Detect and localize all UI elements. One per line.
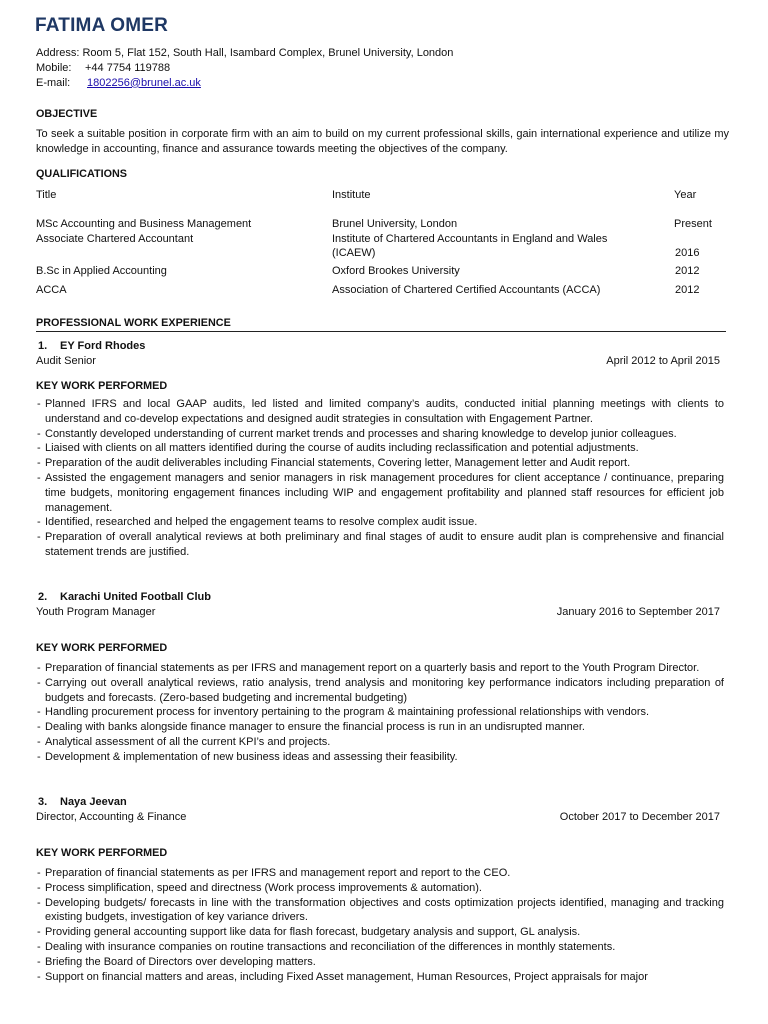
bullet-text: Support on financial matters and areas, including Fixed Asset management, Human Resources, Project appraisals for major xyxy=(45,970,648,983)
job-title-line xyxy=(36,590,726,605)
job-number: 2. xyxy=(38,591,48,603)
bullet-text: Dealing with banks alongside finance manager to ensure the financial process is run in an undisrupted manner. xyxy=(45,721,585,734)
table-row-continued xyxy=(36,246,736,261)
bullet-text: Handling procurement process for inventory pertaining to the program & maintaining professional relationships with vendors. xyxy=(45,706,650,719)
key-work-heading: KEY WORK PERFORMED xyxy=(36,380,168,392)
bullet-text: Dealing with insurance companies on routine transactions and reconciliation of the differences in monthly statements. xyxy=(45,940,616,953)
column-title: Title xyxy=(36,189,57,201)
qualification-year: 2012 xyxy=(675,265,700,278)
key-work-heading: KEY WORK PERFORMED xyxy=(36,642,168,654)
column-institute: Institute xyxy=(332,189,371,201)
job-role-line xyxy=(36,354,726,369)
list-item: - Preparation of financial statements as per IFRS and management report and report to the CEO. xyxy=(37,867,511,879)
bullet-text: Preparation of financial statements as per IFRS and management report and report to the CEO. xyxy=(45,867,511,879)
section-divider xyxy=(36,331,726,332)
job-company: Naya Jeevan xyxy=(60,796,127,808)
list-item: - Preparation of financial statements as per IFRS and management report on a quarterly basis and report to the Youth Program Director. xyxy=(37,662,700,674)
bullet-text: Assisted the engagement managers and senior managers in risk management procedures for client acceptance / continuance, preparing time budgets, monitoring engagement finances including WIP and engagement profitability and planned staff resources for efficient job management. xyxy=(45,471,724,514)
bullet-text: Developing budgets/ forecasts in line with the transformation objectives and costs optimization projects identified, managing and tracking existing budgets, investigation of key variance drivers. xyxy=(45,896,724,924)
list-item: - Preparation of overall analytical reviews at both preliminary and final stages of audit to ensure audit plan is comprehensive and financial statement trends are justified. xyxy=(37,531,724,558)
list-item: - Carrying out overall analytical reviews, ratio analysis, trend analysis and monitoring key performance indicators including preparation of budgets and forecasts. (Zero-based budgeting and incremental budgeting) xyxy=(37,676,724,704)
email-label: E-mail: xyxy=(36,76,71,89)
key-work-heading: KEY WORK PERFORMED xyxy=(36,847,168,859)
objective-heading: OBJECTIVE xyxy=(36,108,98,120)
list-item: - Assisted the engagement managers and senior managers in risk management procedures for client acceptance / continuance, preparing time budgets, monitoring engagement finances including WIP and engagement profitability and planned staff resources for efficient job management. xyxy=(37,471,724,514)
table-row xyxy=(36,264,736,279)
bullet-text: Carrying out overall analytical reviews, ratio analysis, trend analysis and monitoring key performance indicators including preparation of budgets and forecasts. (Zero-based budgeting and incremental budgeting) xyxy=(45,676,724,704)
list-item: - Liaised with clients on all matters identified during the course of audits including reclassification and potential adjustments. xyxy=(37,442,639,455)
email-line xyxy=(36,76,736,91)
mobile-line xyxy=(36,61,736,76)
job-1-bullets xyxy=(36,397,724,560)
qualification-institute: Association of Chartered Certified Accountants (ACCA) xyxy=(332,283,601,296)
mobile-label: Mobile: xyxy=(36,61,72,74)
qualification-title: MSc Accounting and Business Management xyxy=(36,217,252,230)
bullet-text: Providing general accounting support like data for flash forecast, budgetary analysis and support, GL analysis. xyxy=(45,926,581,939)
bullet-text: Planned IFRS and local GAAP audits, led listed and limited company’s audits, conducted initial planning meetings with clients to understand and co-develop expectations and designed audit strategies in consultation with Engagement Partner. xyxy=(45,398,724,425)
qualifications-heading: QUALIFICATIONS xyxy=(36,168,127,180)
qualification-year: 2016 xyxy=(675,247,700,260)
bullet-text: Liaised with clients on all matters identified during the course of audits including reclassification and potential adjustments. xyxy=(45,442,639,455)
bullet-text: Preparation of financial statements as per IFRS and management report on a quarterly basis and report to the Youth Program Director. xyxy=(45,662,700,674)
job-role: Director, Accounting & Finance xyxy=(36,810,187,823)
list-item: - Dealing with banks alongside finance manager to ensure the financial process is run in an undisrupted manner. xyxy=(37,721,585,734)
bullet-text: Identified, researched and helped the engagement teams to resolve complex audit issue. xyxy=(45,516,478,529)
table-row xyxy=(36,232,736,247)
job-number: 3. xyxy=(38,796,48,808)
qualification-title: ACCA xyxy=(36,283,67,296)
job-entry xyxy=(36,795,726,825)
qualification-year: 2012 xyxy=(675,283,700,296)
job-role: Youth Program Manager xyxy=(36,605,156,618)
qualification-institute: Institute of Chartered Accountants in England and Wales xyxy=(332,232,608,245)
job-role: Audit Senior xyxy=(36,354,96,367)
column-year: Year xyxy=(674,189,697,201)
list-item: - Planned IFRS and local GAAP audits, led listed and limited company’s audits, conducted initial planning meetings with clients to understand and co-develop expectations and designed audit strategies in consultation with Engagement Partner. xyxy=(37,398,724,425)
job-dates: January 2016 to September 2017 xyxy=(556,605,720,618)
job-title-line xyxy=(36,795,726,810)
address-line xyxy=(36,46,736,61)
bullet-text: Analytical assessment of all the current KPI’s and projects. xyxy=(45,735,331,748)
bullet-text: Process simplification, speed and directness (Work process improvements & automation). xyxy=(45,881,482,894)
job-dates: October 2017 to December 2017 xyxy=(559,810,720,823)
job-number: 1. xyxy=(38,340,48,352)
table-row xyxy=(36,217,736,232)
objective-text: To seek a suitable position in corporate firm with an aim to build on my current professional skills, gain international experience and utilize my knowledge in accounting, finance and assurance towards meeting the objectives of the company. xyxy=(36,128,729,155)
qualifications-table xyxy=(36,188,736,298)
qualification-title: Associate Chartered Accountant xyxy=(36,232,194,245)
candidate-name: FATIMA OMER xyxy=(35,15,169,36)
qualification-institute: Brunel University, London xyxy=(332,217,458,230)
experience-heading: PROFESSIONAL WORK EXPERIENCE xyxy=(36,317,231,329)
qualifications-header-row xyxy=(36,188,736,203)
list-item: - Dealing with insurance companies on routine transactions and reconciliation of the differences in monthly statements. xyxy=(37,940,616,953)
job-2-bullets xyxy=(36,661,724,765)
list-item: - Process simplification, speed and directness (Work process improvements & automation). xyxy=(37,881,482,894)
list-item: - Support on financial matters and areas, including Fixed Asset management, Human Resources, Project appraisals for major xyxy=(37,970,648,983)
job-entry xyxy=(36,339,726,369)
table-row xyxy=(36,283,736,298)
job-entry xyxy=(36,590,726,620)
qualification-institute: Oxford Brookes University xyxy=(332,265,460,278)
job-3-bullets xyxy=(36,866,724,984)
list-item: - Development & implementation of new business ideas and assessing their feasibility. xyxy=(37,750,458,763)
job-company: Karachi United Football Club xyxy=(60,591,211,603)
address-label: Address: xyxy=(36,47,80,59)
list-item: - Briefing the Board of Directors over developing matters. xyxy=(37,955,316,968)
list-item: - Constantly developed understanding of current market trends and processes and sharing knowledge to develop junior colleagues. xyxy=(37,427,677,440)
job-dates: April 2012 to April 2015 xyxy=(606,354,720,367)
email-link[interactable]: 1802256@brunel.ac.uk xyxy=(87,76,201,89)
list-item: - Developing budgets/ forecasts in line with the transformation objectives and costs optimization projects identified, managing and tracking existing budgets, investigation of key variance drivers. xyxy=(37,896,724,924)
list-item: - Handling procurement process for inventory pertaining to the program & maintaining professional relationships with vendors. xyxy=(37,706,650,719)
qualification-year: Present xyxy=(674,217,712,230)
list-item: - Identified, researched and helped the engagement teams to resolve complex audit issue. xyxy=(37,516,478,529)
bullet-text: Briefing the Board of Directors over developing matters. xyxy=(45,955,316,968)
job-title-line xyxy=(36,339,726,354)
qualification-institute-cont: (ICAEW) xyxy=(332,247,376,260)
contact-block xyxy=(36,46,736,90)
job-company: EY Ford Rhodes xyxy=(60,340,146,352)
job-role-line xyxy=(36,810,726,825)
qualification-title: B.Sc in Applied Accounting xyxy=(36,265,167,278)
bullet-text: Development & implementation of new business ideas and assessing their feasibility. xyxy=(45,750,458,763)
list-item: - Providing general accounting support like data for flash forecast, budgetary analysis and support, GL analysis. xyxy=(37,926,581,939)
list-item: - Analytical assessment of all the current KPI’s and projects. xyxy=(37,735,331,748)
bullet-text: Constantly developed understanding of current market trends and processes and sharing knowledge to develop junior colleagues. xyxy=(45,427,677,440)
bullet-text: Preparation of overall analytical reviews at both preliminary and final stages of audit to ensure audit plan is comprehensive and financial statement trends are justified. xyxy=(45,531,724,558)
list-item: - Preparation of the audit deliverables including Financial statements, Covering letter, Management letter and Audit report. xyxy=(37,457,631,470)
job-role-line xyxy=(36,605,726,620)
bullet-text: Preparation of the audit deliverables including Financial statements, Covering letter, Management letter and Audit report. xyxy=(45,457,631,470)
mobile-value: +44 7754 119788 xyxy=(85,61,171,74)
address-value: Room 5, Flat 152, South Hall, Isambard Complex, Brunel University, London xyxy=(82,47,454,59)
